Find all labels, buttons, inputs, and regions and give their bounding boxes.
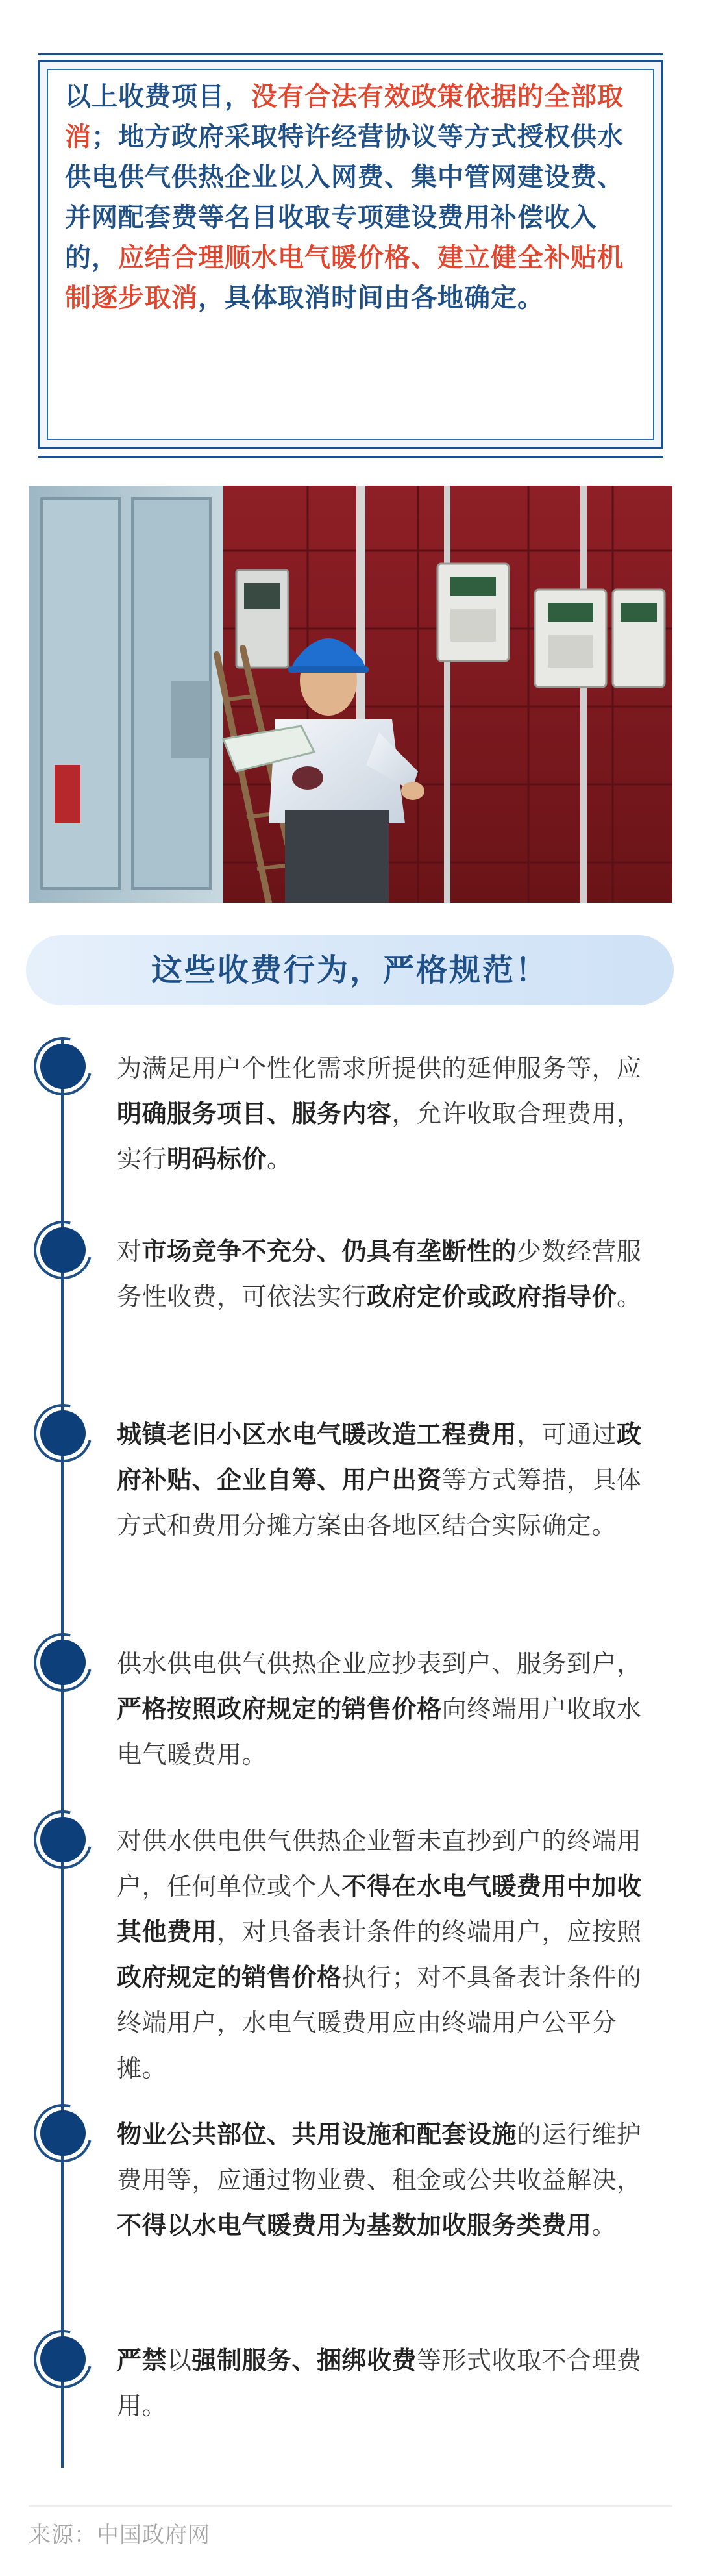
item-seg-bold: 市场竞争不充分、仍具有垄断性的: [141, 1237, 517, 1266]
item-seg-bold: 城镇老旧小区水电气暖改造工程费用: [117, 1420, 517, 1449]
item-seg: 供水供电供气供热企业应抄表到户、服务到户，: [117, 1649, 642, 1678]
worker-meter-photo: [29, 486, 672, 903]
item-seg: ，可通过: [517, 1420, 617, 1449]
item-seg: 等形式收取不合理费用。: [117, 2346, 642, 2420]
intro-seg-2: ；地方政府采取特许经营协议等方式授权供水供电供气供热企业以入网费、集中管网建设费、并网配套费等名目收取专项建设费用补偿收入的，: [65, 122, 624, 273]
item-seg: 。: [591, 2211, 617, 2240]
item-seg: 。: [617, 1282, 642, 1311]
item-seg-bold: 政府定价或政府指导价: [367, 1282, 617, 1311]
rule-item-7: [117, 2338, 662, 2429]
intro-seg-0: 以上收费项目，: [65, 82, 251, 112]
intro-seg-3: 应结合理顺水电气暖价格、建立健全补贴机制逐步取消: [65, 243, 624, 313]
rule-item-1: [117, 1045, 662, 1182]
item-seg-bold: 强制服务、捆绑收费: [191, 2346, 417, 2375]
timeline-marker-icon: [34, 1633, 92, 1692]
rule-item-2: [117, 1229, 662, 1319]
rule-item-5: [117, 1818, 662, 2091]
item-seg-bold: 不得以水电气暖费用为基数加收服务类费用: [117, 2211, 592, 2240]
timeline-marker-icon: [34, 1810, 92, 1869]
top-divider: [38, 53, 663, 55]
timeline-marker-icon: [34, 1221, 92, 1279]
source-credit: 来源：中国政府网: [29, 2522, 210, 2548]
item-seg: 。: [267, 1145, 292, 1173]
intro-seg-4: ，具体取消时间由各地确定。: [198, 283, 544, 313]
item-seg: 为满足用户个性化需求所提供的延伸服务等，应: [117, 1054, 642, 1082]
section-banner: [26, 935, 674, 1005]
item-seg: 等方式筹措，具体方式和费用分摊方案由各地区结合实际确定。: [117, 1466, 642, 1540]
intro-paragraph: [65, 77, 636, 318]
item-seg: 少数经营服务性收费，可依法实行: [117, 1237, 642, 1311]
timeline-marker-icon: [34, 1037, 92, 1095]
item-seg-bold: 物业公共部位、共用设施和配套设施: [117, 2120, 517, 2149]
timeline-marker-icon: [34, 2104, 92, 2162]
item-seg: 对供水供电供气供热企业暂未直抄到户的终端用户，任何单位或个人: [117, 1827, 642, 1901]
timeline-marker-icon: [34, 2330, 92, 2388]
item-seg: ，允许收取合理费用，实行: [117, 1099, 642, 1173]
section-title: 这些收费行为，严格规范！: [151, 952, 548, 988]
item-seg: 以: [167, 2346, 192, 2375]
timeline-marker-icon: [34, 1404, 92, 1462]
item-seg-bold: 严格按照政府规定的销售价格: [117, 1695, 442, 1723]
footer-divider: [29, 2505, 672, 2507]
item-seg-bold: 不得在水电气暖费用中加收其他费用: [117, 1872, 642, 1946]
item-seg: 的运行维护费用等，应通过物业费、租金或公共收益解决，: [117, 2120, 642, 2194]
item-seg: 向终端用户收取水电气暖费用。: [117, 1695, 642, 1769]
item-seg-bold: 严禁: [117, 2346, 167, 2375]
rule-item-4: [117, 1641, 662, 1777]
item-seg-bold: 明确服务项目、服务内容: [117, 1099, 392, 1128]
item-seg: 执行；对不具备表计条件的终端用户，水电气暖费用应由终端用户公平分摊。: [117, 1963, 642, 2082]
rule-item-3: [117, 1412, 662, 1548]
photo-illustration: [29, 486, 672, 903]
item-seg: 对: [117, 1237, 142, 1266]
rule-item-6: [117, 2112, 662, 2248]
intro-bottom-divider: [38, 456, 663, 458]
intro-seg-1: 没有合法有效政策依据的全部取消: [65, 82, 624, 152]
item-seg-bold: 政府补贴、企业自筹、用户出资: [117, 1420, 642, 1494]
item-seg-bold: 明码标价: [167, 1145, 267, 1173]
item-seg-bold: 政府规定的销售价格: [117, 1963, 342, 1992]
item-seg: ，对具备表计条件的终端用户，应按照: [217, 1918, 642, 1946]
